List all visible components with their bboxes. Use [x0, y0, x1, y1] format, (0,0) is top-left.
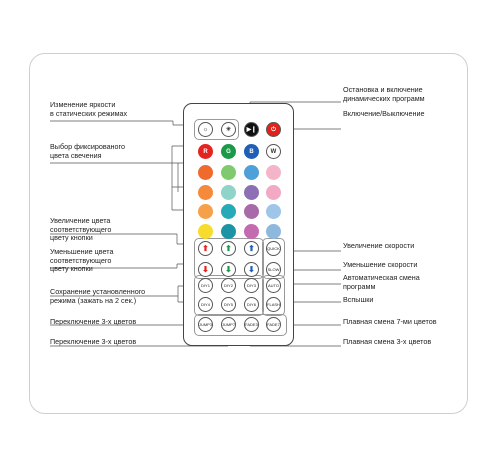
label-fade7: Плавная смена 7-ми цветов: [343, 317, 437, 326]
jump3-button[interactable]: [198, 317, 213, 332]
arrow-down-icon: ⬇: [248, 264, 255, 274]
color-button-b[interactable]: [244, 144, 259, 159]
label-switch3-b: Переключение 3-х цветов: [50, 337, 137, 346]
diy4-button[interactable]: [198, 297, 213, 312]
label-fixed-color: Выбор фиксированого цвета свечения: [50, 142, 125, 160]
bright-sun-icon: ☀: [225, 126, 232, 133]
label-color-down: Уменьшение цвета соответствующего цвету кнопки: [50, 247, 114, 274]
color-up-button[interactable]: [221, 241, 236, 256]
diy-button-label: DIY5: [224, 301, 233, 307]
arrow-up-icon: ⬆: [225, 243, 232, 253]
power-icon: ⏻: [271, 126, 276, 133]
diy1-button[interactable]: [198, 278, 213, 293]
color-button[interactable]: [221, 165, 236, 180]
color-button[interactable]: [198, 204, 213, 219]
color-button[interactable]: [266, 185, 281, 200]
diy6-button[interactable]: [244, 297, 259, 312]
label-power: Включение/Выключение: [343, 109, 425, 118]
speed-button-label: QUICK: [267, 245, 280, 251]
label-switch3-a: Переключение 3-х цветов: [50, 317, 137, 326]
label-flash: Вспышки: [343, 295, 374, 304]
label-stop-start: Остановка и включение динамических программ: [343, 85, 425, 103]
label-speed-down: Уменьшение скорости: [343, 260, 418, 269]
color-up-button[interactable]: [198, 241, 213, 256]
color-button-g[interactable]: [221, 144, 236, 159]
brightness-down-button[interactable]: [198, 122, 213, 137]
color-down-button[interactable]: [198, 262, 213, 277]
diy-button-label: DIY4: [201, 301, 210, 307]
color-button[interactable]: [244, 165, 259, 180]
color-button[interactable]: [221, 224, 236, 239]
color-button[interactable]: [244, 185, 259, 200]
color-down-button[interactable]: [244, 262, 259, 277]
brightness-up-button[interactable]: [221, 122, 236, 137]
fade7-button[interactable]: [266, 317, 281, 332]
color-button[interactable]: [244, 224, 259, 239]
mode-button-label: JUMP7: [221, 321, 236, 327]
dim-sun-icon: ☼: [202, 126, 209, 133]
arrow-down-icon: ⬇: [225, 264, 232, 274]
ir-remote-control: [183, 103, 294, 346]
label-fade3: Плавная смена 3-х цветов: [343, 337, 432, 346]
diy2-button[interactable]: [221, 278, 236, 293]
color-up-button[interactable]: [244, 241, 259, 256]
arrow-down-icon: ⬇: [202, 264, 209, 274]
color-button-letter: G: [226, 148, 231, 155]
color-button[interactable]: [198, 224, 213, 239]
arrow-up-icon: ⬆: [202, 243, 209, 253]
color-button-r[interactable]: [198, 144, 213, 159]
jump7-button[interactable]: [221, 317, 236, 332]
mode-button-label: FADE3: [245, 321, 258, 327]
color-button[interactable]: [198, 185, 213, 200]
speed-button-label: SLOW: [267, 266, 280, 272]
color-button-letter: B: [249, 148, 254, 155]
color-button-w[interactable]: [266, 144, 281, 159]
label-speed-up: Увеличение скорости: [343, 241, 415, 250]
auto-button[interactable]: [266, 278, 281, 293]
mode-button-label: AUTO: [267, 282, 280, 288]
flash-button[interactable]: [266, 297, 281, 312]
color-button[interactable]: [266, 224, 281, 239]
label-color-up: Увеличение цвета соответствующего цвету кнопки: [50, 216, 112, 243]
mode-button-label: FADE7: [267, 321, 280, 327]
play-pause-button[interactable]: [244, 122, 259, 137]
color-button[interactable]: [198, 165, 213, 180]
diy5-button[interactable]: [221, 297, 236, 312]
diy-button-label: DIY1: [201, 282, 210, 288]
label-save-mode: Сохранение установленного режима (зажать на 2 сек.): [50, 287, 146, 305]
speed-slow-button[interactable]: [266, 262, 281, 277]
color-button-letter: R: [203, 148, 208, 155]
power-button[interactable]: [266, 122, 281, 137]
arrow-up-icon: ⬆: [248, 243, 255, 253]
color-down-button[interactable]: [221, 262, 236, 277]
diy-button-label: DIY2: [224, 282, 233, 288]
color-button[interactable]: [221, 185, 236, 200]
mode-button-label: FLASH: [267, 301, 280, 307]
color-button[interactable]: [244, 204, 259, 219]
label-brightness: Изменение яркости в статических режимах: [50, 100, 128, 118]
fade3-button[interactable]: [244, 317, 259, 332]
diy-button-label: DIY6: [247, 301, 256, 307]
color-button[interactable]: [221, 204, 236, 219]
diy-button-label: DIY3: [247, 282, 256, 288]
mode-button-label: JUMP3: [198, 321, 213, 327]
label-auto: Автоматическая смена программ: [343, 273, 420, 291]
diy3-button[interactable]: [244, 278, 259, 293]
color-button[interactable]: [266, 204, 281, 219]
color-button-letter: W: [270, 148, 277, 155]
color-button[interactable]: [266, 165, 281, 180]
play-pause-icon: ▶❙: [246, 126, 257, 133]
speed-quick-button[interactable]: [266, 241, 281, 256]
